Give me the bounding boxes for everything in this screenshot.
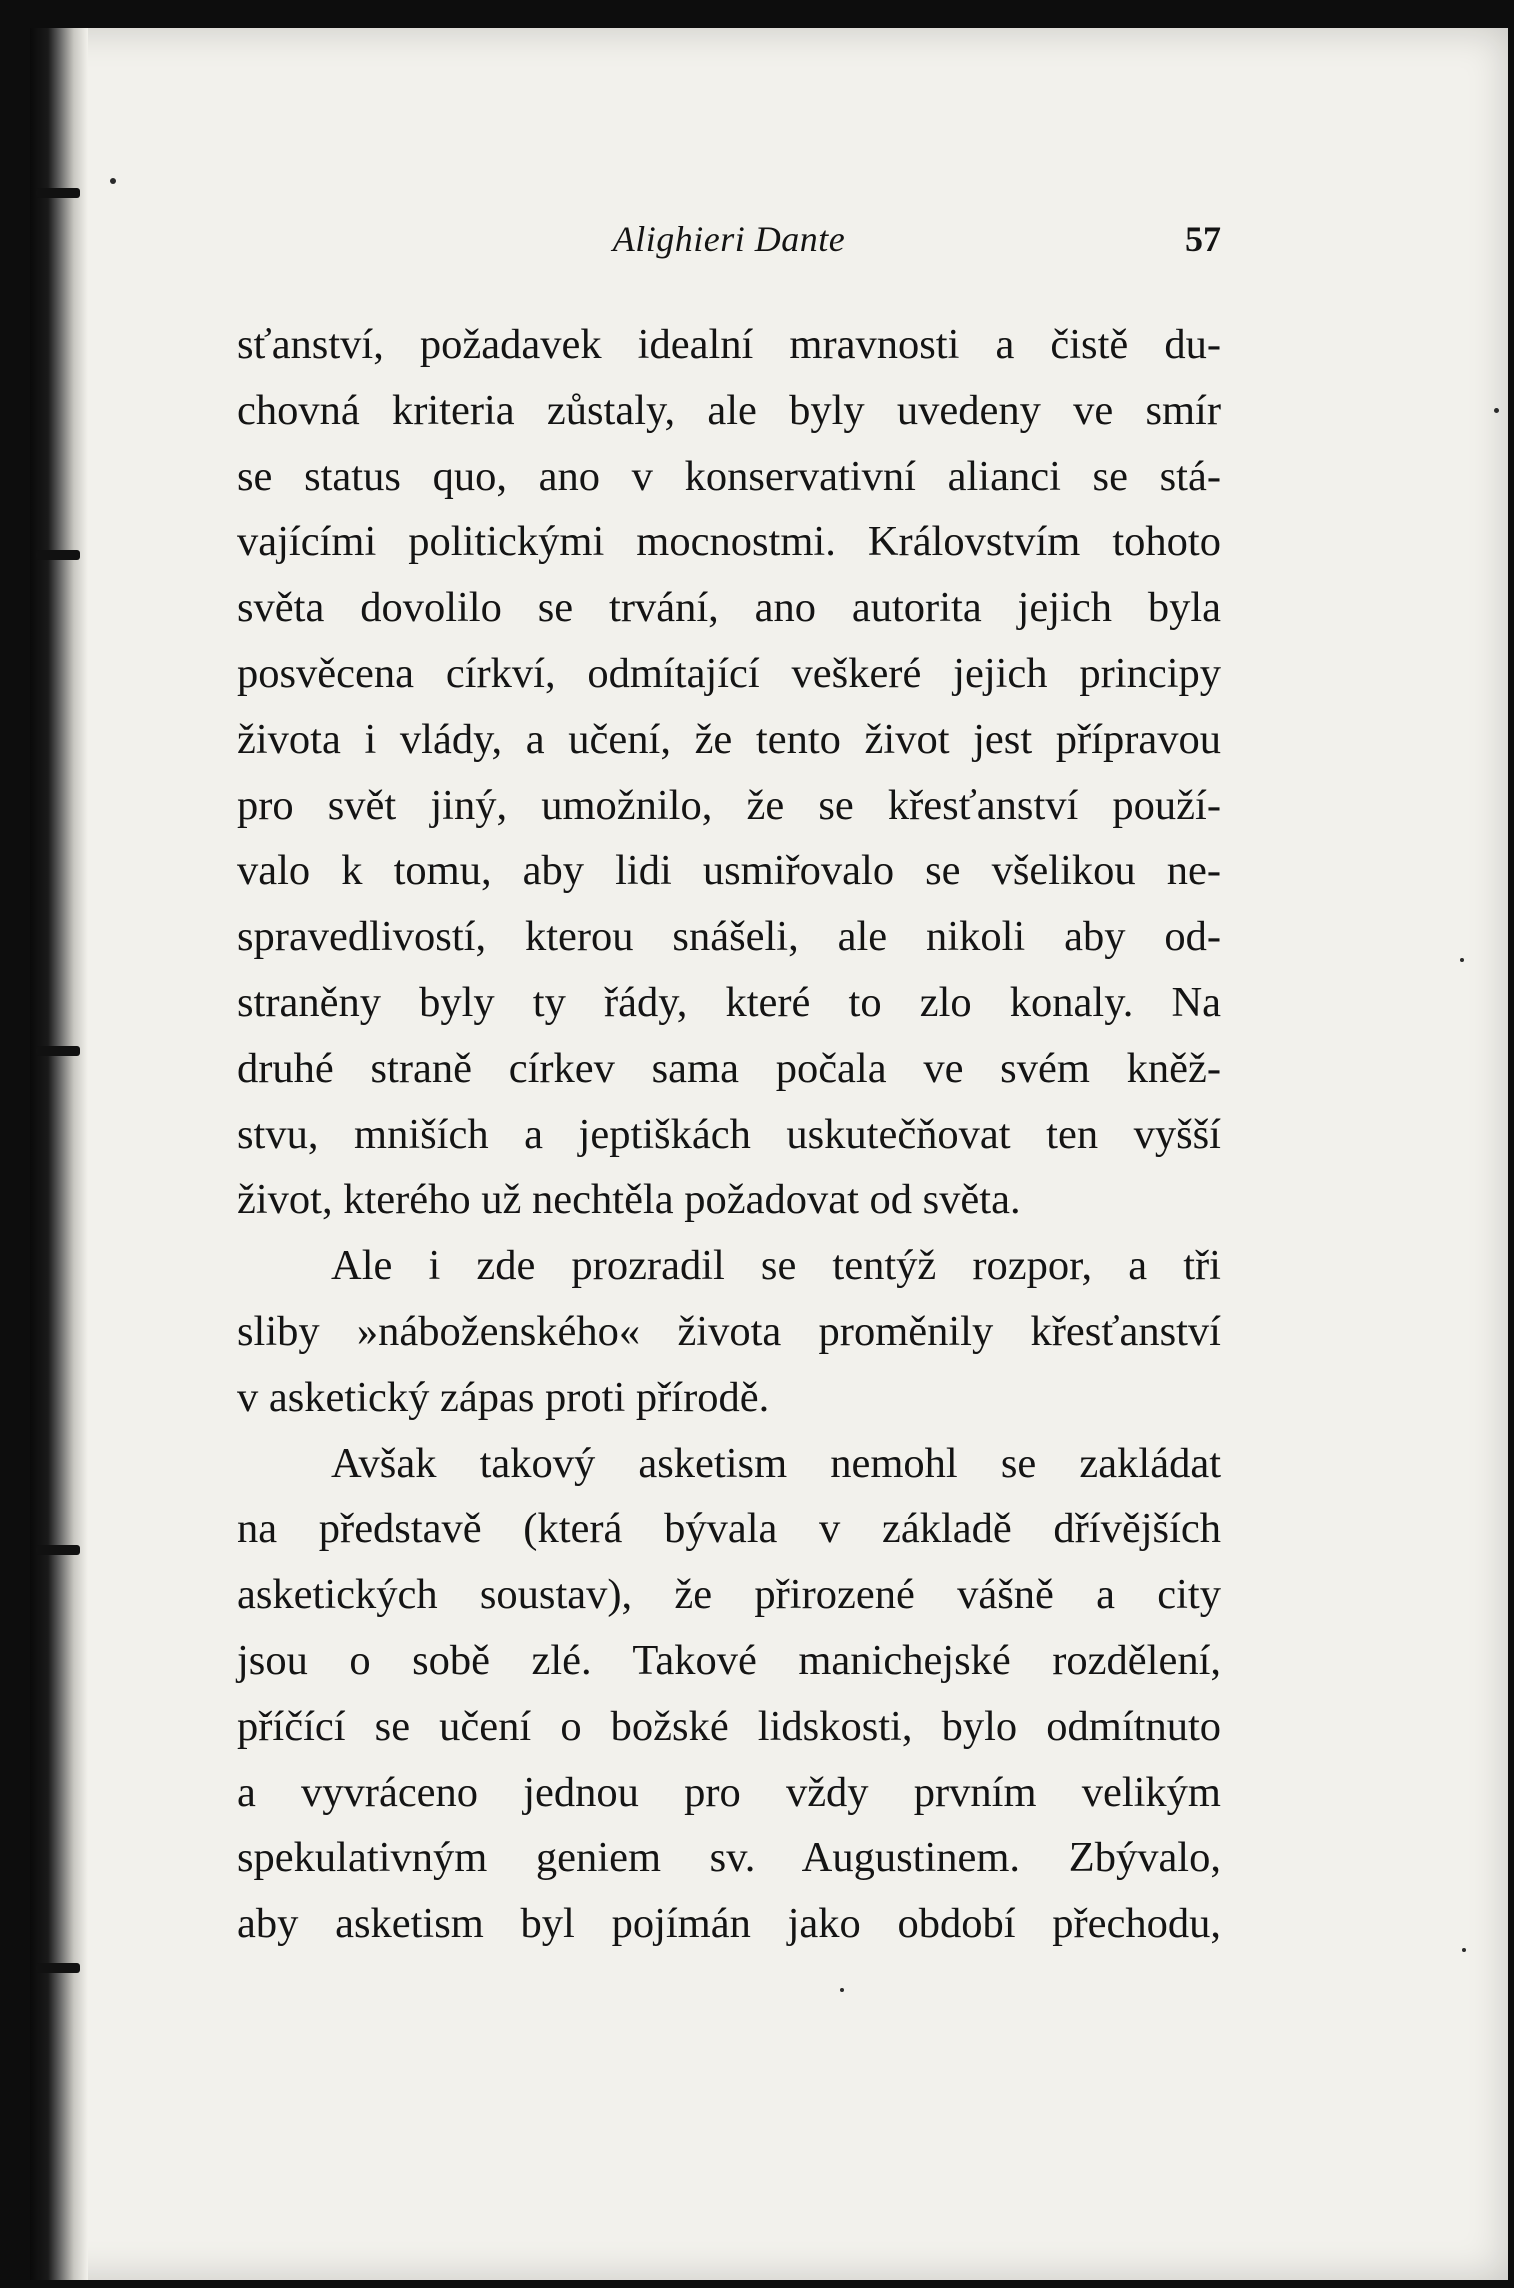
paper-speck	[1462, 1948, 1466, 1952]
text-line: světa dovolilo se trvání, ano autorita jejich byla	[237, 584, 1221, 632]
text-line: sliby »náboženského« života proměnily křesťanství	[237, 1307, 1221, 1355]
paper-speck	[840, 1988, 844, 1992]
paper-speck	[110, 178, 116, 184]
binding-thread	[36, 550, 80, 560]
book-binding-edge	[30, 28, 88, 2280]
page-header	[237, 218, 1221, 278]
text-line: jsou o sobě zlé. Takové manichejské rozdělení,	[237, 1636, 1221, 1684]
paper-speck	[1460, 958, 1464, 962]
text-line: sťanství, požadavek idealní mravnosti a čistě du-	[237, 321, 1221, 368]
body-text	[237, 312, 1221, 1957]
text-line: posvěcena církví, odmítající veškeré jejich principy	[237, 649, 1221, 697]
text-line: aby asketism byl pojímán jako období přechodu,	[237, 1900, 1221, 1948]
paragraph-1	[237, 312, 1221, 1233]
binding-thread	[36, 1046, 80, 1056]
text-line: straněny byly ty řády, které to zlo konaly. Na	[237, 978, 1221, 1026]
paper-speck	[1494, 408, 1499, 413]
text-line: vajícími politickými mocnostmi. Královstvím tohoto	[237, 518, 1221, 566]
text-line: na představě (která bývala v základě dřívějších	[237, 1505, 1221, 1553]
text-line: a vyvráceno jednou pro vždy prvním velikým	[237, 1768, 1221, 1816]
running-head: Alighieri Dante	[612, 219, 846, 259]
text-line: se status quo, ano v konservativní alianci se stá-	[237, 452, 1221, 500]
page-number: 57	[1185, 219, 1221, 259]
binding-thread	[36, 1545, 80, 1555]
text-line: druhé straně církev sama počala ve svém kněž-	[237, 1044, 1221, 1092]
text-line: spravedlivostí, kterou snášeli, ale nikoli aby od-	[237, 913, 1221, 961]
text-line: Ale i zde prozradil se tentýž rozpor, a tři	[331, 1242, 1221, 1290]
binding-thread	[36, 188, 80, 198]
text-line: života i vlády, a učení, že tento život jest přípravou	[237, 715, 1221, 763]
text-line: stvu, mniších a jeptiškách uskutečňovat ten vyšší	[237, 1110, 1221, 1158]
text-line: pro svět jiný, umožnilo, že se křesťanství použí-	[237, 781, 1221, 829]
text-line: valo k tomu, aby lidi usmiřovalo se všelikou ne-	[237, 847, 1221, 895]
paragraph-2	[237, 1233, 1221, 1430]
text-line: asketických soustav), že přirozené vášně a city	[237, 1571, 1221, 1619]
text-line: Avšak takový asketism nemohl se zakládat	[331, 1439, 1221, 1487]
binding-thread	[36, 1963, 80, 1973]
text-line: v asketický zápas proti přírodě.	[237, 1373, 770, 1421]
paragraph-3	[237, 1431, 1221, 1957]
text-line: spekulativným geniem sv. Augustinem. Zbývalo,	[237, 1834, 1221, 1882]
text-line: chovná kriteria zůstaly, ale byly uvedeny ve smír	[237, 386, 1221, 434]
text-line: příčící se učení o božské lidskosti, bylo odmítnuto	[237, 1702, 1221, 1750]
text-line: život, kterého už nechtěla požadovat od světa.	[237, 1176, 1021, 1224]
